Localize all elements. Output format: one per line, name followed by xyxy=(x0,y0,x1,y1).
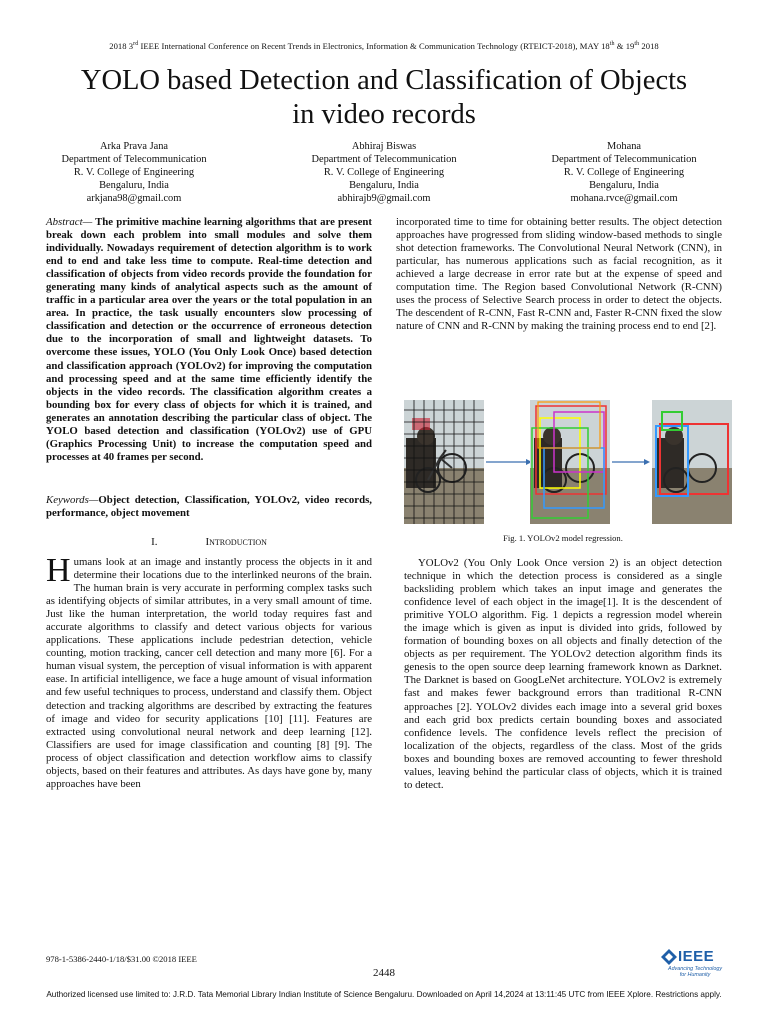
keywords xyxy=(46,494,372,520)
paper-title xyxy=(30,64,738,132)
ieee-tagline: Advancing Technology for Humanity xyxy=(667,966,723,978)
introduction-body: umans look at an image and instantly process the objects in it and determine their locations due to the interlinked neurons of the brain. The human brain is very accurate in performing complex tasks such as identifying objects of similar attributes, in a very small amount of time. Just like the human interpretation, the world today requires fast and accurate algorithms to classify and detect various objects for various applications. These applications include pedestrian detection, vehicle counting, motion tracking, cancer cell detection and many more [6]. For a human visual system, the perception of visual information is with apparent ease. In artificial intelligence, we face a huge amount of visual information and few useful techniques to process, understand and classify them. Object detection and tracking algorithms are described by extracting the features of image and video for security applications [10] [11]. Features are extracted using convolutional neural network and deep learning [12]. Classifiers are used for image classification and counting [8] [9]. The process of object classification and detection workflow aims to classify objects, based on their features and attributes. As days have gone by, many approaches have been xyxy=(46,556,372,790)
section-heading xyxy=(46,536,372,548)
arrow-2-head xyxy=(644,459,650,465)
figure-1 xyxy=(404,398,734,528)
abstract xyxy=(46,216,372,464)
author-block-1 xyxy=(19,140,249,205)
license-notice: Authorized licensed use limited to: J.R.D. Tata Memorial Library Indian Institute of Science Bengaluru. Downloaded on April 14,2024 at 13:11:45 UTC from IEEE Xplore. Restrictions apply. xyxy=(46,990,722,999)
right-column-paragraph-2: YOLOv2 (You Only Look Once version 2) is an object detection technique in which the detection process is considered as a single backsliding problem which takes an input image and generates the confidence level of each object in the image[1]. It is the descendent of primitive YOLO algorithm. Fig. 1 depicts a regression model wherein the image which is given as input is divided into grids, followed by formation of bounding boxes on all objects and finally detection of the objects as per requirement. The YOLOv2 detection algorithm finds its genesis to the open source deep learning framework known as Darknet. The Darknet is based on GoogLeNet architecture. YOLOv2 is extremely fast and makes fewer background errors than traditional R-CNN approaches [2]. YOLOv2 divides each image into a several grid boxes and each grid box predicts certain bounding boxes and associated confidence levels. The confidence levels reflect the precision of localization of the objects, regardless of the class. Most of the grids boxes and bounding boxes are removed accounting to fewer threshold values, leaving behind the particular class of objects, which it is trained to detect. xyxy=(404,557,722,791)
abstract-text: The primitive machine learning algorithms that are present break down each problem into small modules and solve them individually. Nowadays requirement of detection algorithm is to work end to end and take less time to compute. Real-time detection and classification of objects from video records provide the foundation for generating many kinds of analytical aspects such as the amount of traffic in a particular area over the years or the total population in an area. In practice, the task usually encounters slow processing of classification and detection or the occurrence of erroneous detection due to the incorporation of small and lightweight datasets. To overcome these issues, YOLO (You Only Look Once) based detection and classification approach (YOLOv2) for improving the computation and processing speed and at the same time efficiently identify the objects in the video records. The classification algorithm creates a bounding box for every class of objects for which it is trained, and generates an annotation describing the particular class of object. The YOLO based detection and classification (YOLOv2) use of GPU (Graphics Processing Unit) to increase the computation speed and processes at 40 frames per second. xyxy=(46,216,372,463)
author-college: R. V. College of Engineering xyxy=(73,167,195,178)
author-block-3 xyxy=(509,140,739,205)
conference-header: 2018 3rd IEEE International Conference on Recent Trends in Electronics, Information & Communication Technology (RTEICT-2018), MAY 18th & 19th 2018 xyxy=(109,41,659,51)
author-city: Bengaluru, India xyxy=(589,180,659,191)
ieee-diamond-icon xyxy=(660,949,678,965)
author-name: Abhiraj Biswas xyxy=(351,141,417,152)
author-email: mohana.rvce@gmail.com xyxy=(570,193,678,204)
isbn-line: 978-1-5386-2440-1/18/$31.00 ©2018 IEEE xyxy=(46,954,197,964)
author-email: abhirajb9@gmail.com xyxy=(337,193,431,204)
author-dept: Department of Telecommunication xyxy=(551,154,697,165)
section-number: I. xyxy=(151,536,158,548)
author-dept: Department of Telecommunication xyxy=(311,154,457,165)
author-college: R. V. College of Engineering xyxy=(563,167,685,178)
dropcap: H xyxy=(46,552,71,589)
author-name: Mohana xyxy=(606,141,642,152)
ieee-logo-word: IEEE xyxy=(678,948,715,965)
page-number: 2448 xyxy=(373,967,395,979)
figure-panel-boxes xyxy=(530,400,610,524)
figure-panel-detections xyxy=(652,400,732,524)
author-name: Arka Prava Jana xyxy=(99,141,169,152)
introduction-text xyxy=(46,552,372,791)
figure-panel-grid xyxy=(404,400,484,524)
section-title: Introduction xyxy=(205,536,267,548)
keywords-text: Object detection, Classification, YOLOv2, video records, performance, object movement xyxy=(46,494,372,520)
author-college: R. V. College of Engineering xyxy=(323,167,445,178)
yolo-regression-illustration xyxy=(404,398,734,528)
keywords-lead: Keywords— xyxy=(46,494,99,506)
author-block-2 xyxy=(269,140,499,205)
author-city: Bengaluru, India xyxy=(99,180,169,191)
abstract-lead: Abstract— xyxy=(46,216,93,228)
author-city: Bengaluru, India xyxy=(349,180,419,191)
figure-caption: Fig. 1. YOLOv2 model regression. xyxy=(503,533,623,543)
author-email: arkjana98@gmail.com xyxy=(86,193,182,204)
author-dept: Department of Telecommunication xyxy=(61,154,207,165)
title-line-2: in video records xyxy=(292,99,476,130)
right-column-paragraph-1: incorporated time to time for obtaining better results. The object detection approaches have progressed from sliding window-based methods to single shot detection frameworks. The Convolutional Neural Network (CNN), in particular, has numerous applications such as facial recognition, as it achieved a large decrease in error rate but at the expense of speed and computation time. The Region based Convolutional Network (R-CNN) uses the process of Selective Search process in order to detect the objects. The descendent of R-CNN, Fast R-CNN and, Faster R-CNN fixed the slow nature of CNN and R-CNN by making the training process end to end [2]. xyxy=(396,216,722,333)
title-line-1: YOLO based Detection and Classification of Objects xyxy=(80,65,688,96)
